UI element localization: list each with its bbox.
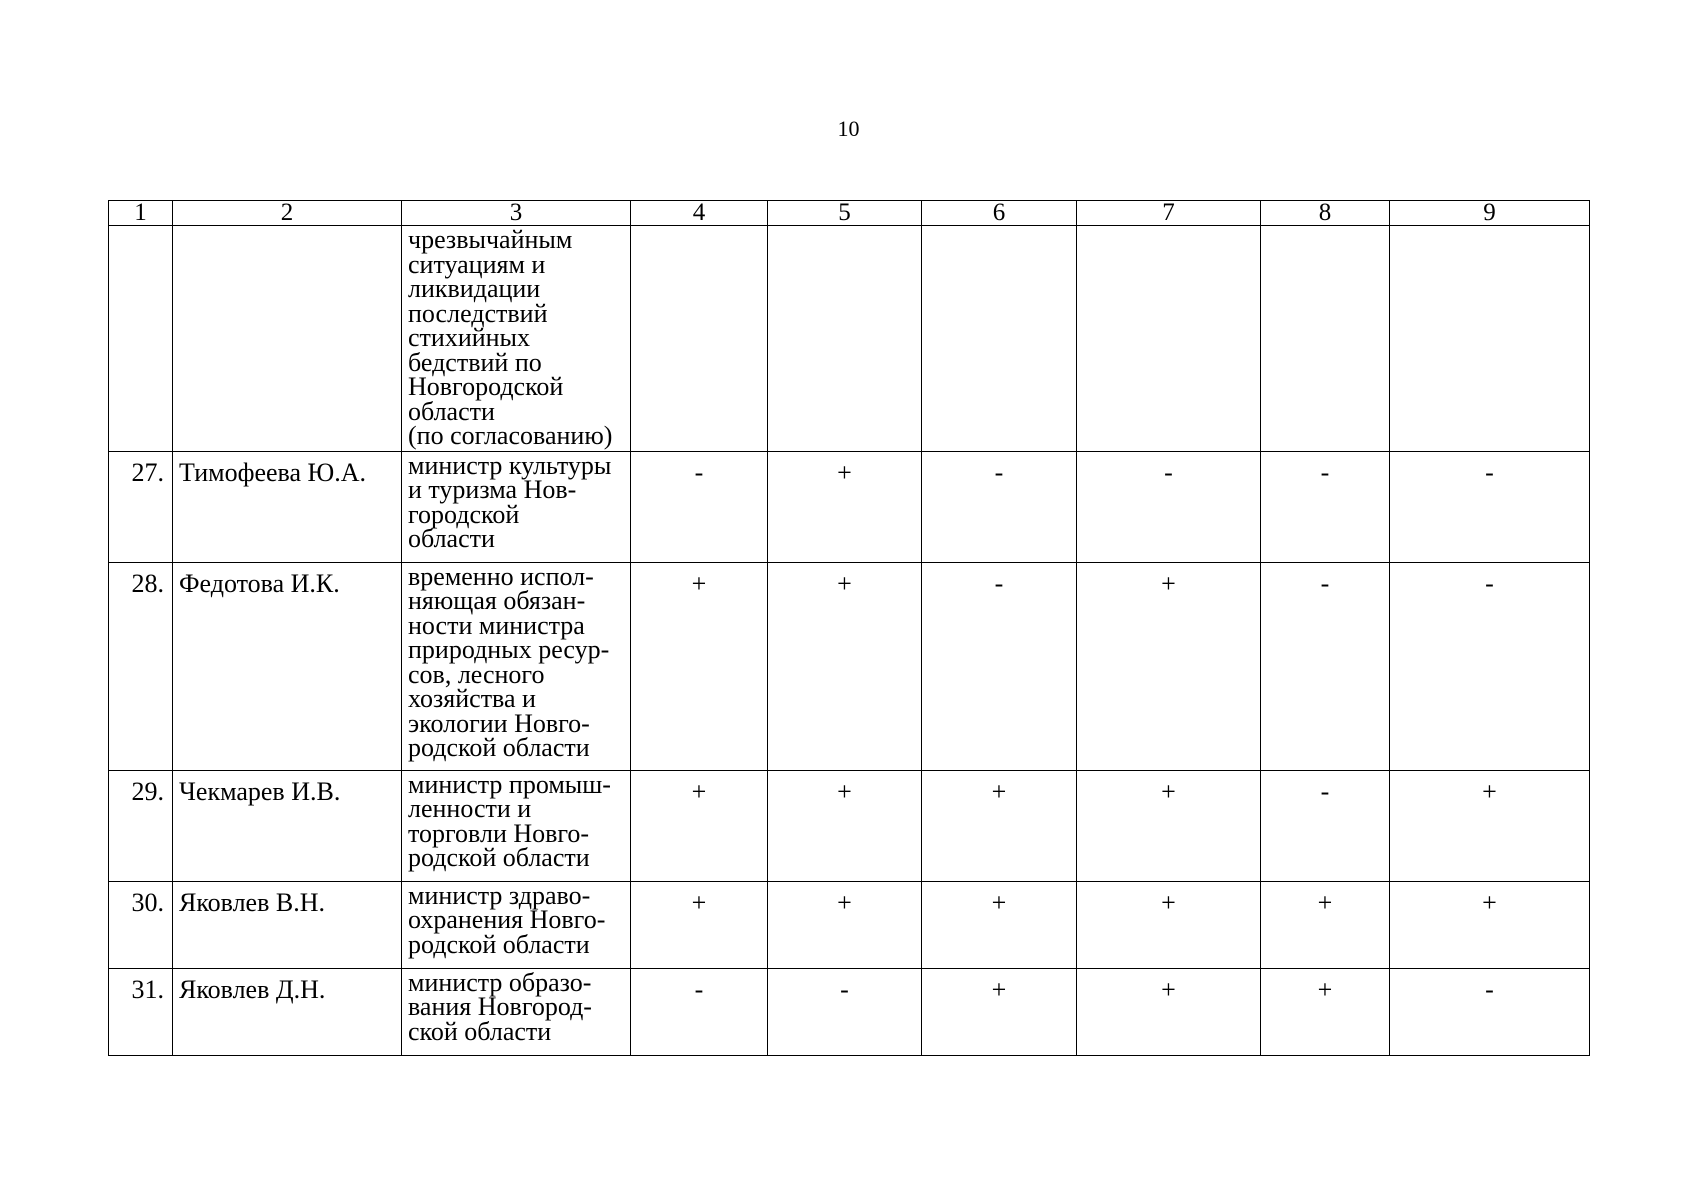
row-number [109, 226, 173, 452]
table-header-row [109, 201, 1590, 226]
position-line: бедствий по [408, 347, 542, 377]
mark-cell-col-7: + [1077, 881, 1261, 968]
member-position [402, 881, 631, 968]
table-row [109, 451, 1590, 562]
header-cell-4: 4 [631, 201, 768, 226]
header-cell-1: 1 [109, 201, 173, 226]
member-position [402, 562, 631, 770]
mark-cell-col-9: - [1390, 968, 1590, 1055]
mark-cell-col-5: + [768, 881, 922, 968]
position-line: ности министра [408, 610, 585, 640]
table-row [109, 968, 1590, 1055]
position-line: временно испол- [408, 561, 594, 591]
position-line: министр образо- [408, 967, 592, 997]
mark-cell-col-4: + [631, 562, 768, 770]
member-name: Яковлев Д.Н. [173, 968, 402, 1055]
member-name: Яковлев В.Н. [173, 881, 402, 968]
position-line: родской области [408, 929, 590, 959]
mark-cell-col-7: + [1077, 562, 1261, 770]
position-line: ситуациям и [408, 249, 546, 279]
mark-cell-col-9: + [1390, 881, 1590, 968]
header-cell-3: 3 [402, 201, 631, 226]
position-line: вания Новгород- [408, 992, 592, 1021]
member-position [402, 226, 631, 452]
mark-cell-col-7 [1077, 226, 1261, 452]
header-cell-8: 8 [1261, 201, 1390, 226]
position-line: няющая обязан- [408, 586, 586, 615]
member-position [402, 770, 631, 881]
mark-cell-col-8: - [1261, 770, 1390, 881]
table-body [109, 201, 1590, 1056]
mark-cell-col-8: + [1261, 881, 1390, 968]
mark-cell-col-4: - [631, 451, 768, 562]
header-cell-9: 9 [1390, 201, 1590, 226]
header-cell-7: 7 [1077, 201, 1261, 226]
mark-cell-col-5: + [768, 562, 922, 770]
position-line: министр здраво- [408, 880, 591, 910]
members-table [108, 200, 1590, 1056]
row-number: 31. [109, 968, 173, 1055]
mark-cell-col-9: - [1390, 562, 1590, 770]
position-line: хозяйства и [408, 684, 536, 713]
mark-cell-col-4: - [631, 968, 768, 1055]
position-line: ской области [408, 1016, 552, 1046]
mark-cell-col-6: - [922, 451, 1077, 562]
mark-cell-col-4: + [631, 770, 768, 881]
row-number: 29. [109, 770, 173, 881]
header-cell-5: 5 [768, 201, 922, 226]
mark-cell-col-6: + [922, 968, 1077, 1055]
page-number: 10 [837, 116, 860, 141]
mark-cell-col-9: - [1390, 451, 1590, 562]
member-name: Тимофеева Ю.А. [173, 451, 402, 562]
mark-cell-col-8: - [1261, 451, 1390, 562]
header-cell-2: 2 [173, 201, 402, 226]
member-name [173, 226, 402, 452]
member-position [402, 968, 631, 1055]
row-number: 28. [109, 562, 173, 770]
position-line: области [408, 524, 495, 553]
position-line: министр культуры [408, 450, 612, 480]
position-line: экологии Новго- [408, 708, 590, 738]
member-name: Чекмарев И.В. [173, 770, 402, 881]
mark-cell-col-6: + [922, 881, 1077, 968]
mark-cell-col-6: + [922, 770, 1077, 881]
position-line: торговли Новго- [408, 818, 590, 848]
position-line: охранения Новго- [408, 905, 606, 934]
mark-cell-col-9 [1390, 226, 1590, 452]
position-line: чрезвычайным [408, 225, 573, 254]
mark-cell-col-8: - [1261, 562, 1390, 770]
position-line: родской области [408, 733, 590, 762]
position-line: ленности и [408, 794, 532, 823]
mark-cell-col-9: + [1390, 770, 1590, 881]
mark-cell-col-5: + [768, 770, 922, 881]
mark-cell-col-5: + [768, 451, 922, 562]
position-line: природных ресур- [408, 635, 610, 664]
position-line: стихийных [408, 323, 531, 352]
position-line: сов, лесного [408, 659, 545, 689]
mark-cell-col-4 [631, 226, 768, 452]
table-row [109, 226, 1590, 452]
position-line: (по согласованию) [408, 421, 613, 450]
mark-cell-col-4: + [631, 881, 768, 968]
member-name: Федотова И.К. [173, 562, 402, 770]
mark-cell-col-7: + [1077, 770, 1261, 881]
mark-cell-col-8: + [1261, 968, 1390, 1055]
mark-cell-col-8 [1261, 226, 1390, 452]
mark-cell-col-7: - [1077, 451, 1261, 562]
position-line: родской области [408, 843, 590, 872]
table-row [109, 770, 1590, 881]
table-row [109, 562, 1590, 770]
row-number: 30. [109, 881, 173, 968]
position-line: последствий [408, 298, 548, 328]
mark-cell-col-6: - [922, 562, 1077, 770]
position-line: городской [408, 499, 520, 529]
position-line: Новгородской [408, 372, 564, 401]
mark-cell-col-5 [768, 226, 922, 452]
position-line: министр промыш- [408, 769, 611, 799]
member-position [402, 451, 631, 562]
row-number: 27. [109, 451, 173, 562]
mark-cell-col-5: - [768, 968, 922, 1055]
mark-cell-col-6 [922, 226, 1077, 452]
position-line: и туризма Нов- [408, 475, 577, 504]
mark-cell-col-7: + [1077, 968, 1261, 1055]
header-cell-6: 6 [922, 201, 1077, 226]
position-line: ликвидации [408, 274, 541, 303]
table-row [109, 881, 1590, 968]
position-line: области [408, 396, 495, 426]
